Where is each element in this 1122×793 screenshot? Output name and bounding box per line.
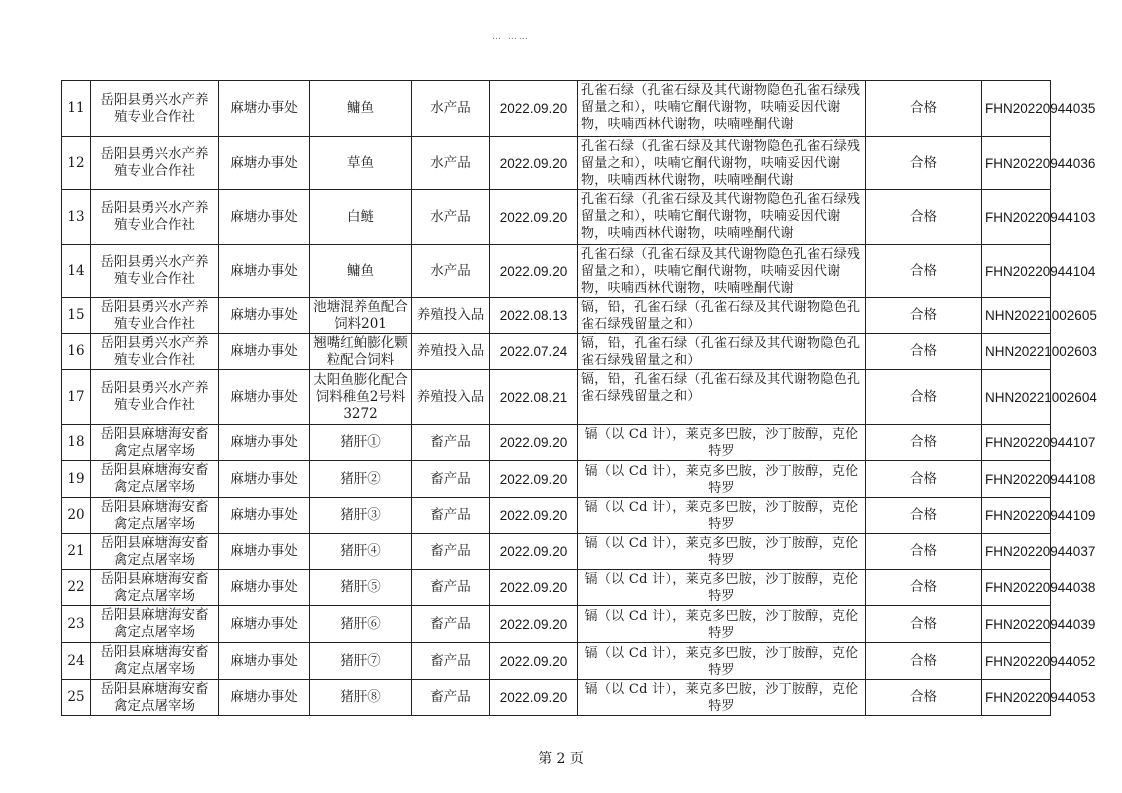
row-number: 18 (62, 425, 91, 461)
inspection-items: 镉（以 Cd 计），莱克多巴胺，沙丁胺醇，克伦特罗 (578, 534, 866, 570)
row-number: 17 (62, 370, 91, 425)
sample-name: 猪肝⑥ (310, 606, 412, 643)
inspection-items: 镉（以 Cd 计），莱克多巴胺，沙丁胺醇，克伦特罗 (578, 606, 866, 643)
inspection-items: 镉（以 Cd 计），莱克多巴胺，沙丁胺醇，克伦特罗 (578, 461, 866, 498)
inspection-result: 合格 (866, 190, 982, 245)
sample-code: FHN20220944053 (982, 680, 1051, 716)
inspection-result: 合格 (866, 298, 982, 334)
sample-category: 畜产品 (412, 534, 490, 570)
inspection-items: 镉，铅，孔雀石绿（孔雀石绿及其代谢物隐色孔雀石绿残留量之和） (578, 370, 866, 425)
sampling-date: 2022.09.20 (490, 570, 578, 606)
inspection-result: 合格 (866, 334, 982, 370)
inspection-result: 合格 (866, 570, 982, 606)
sampling-date: 2022.09.20 (490, 245, 578, 298)
inspection-result: 合格 (866, 245, 982, 298)
sample-name: 猪肝⑧ (310, 680, 412, 716)
sample-code: FHN20220944104 (982, 245, 1051, 298)
row-number: 11 (62, 81, 91, 137)
table-row (62, 498, 1051, 534)
table-body (62, 81, 1097, 716)
inspection-result: 合格 (866, 680, 982, 716)
inspection-result: 合格 (866, 461, 982, 498)
row-number: 22 (62, 570, 91, 606)
township-office: 麻塘办事处 (219, 606, 310, 643)
township-office: 麻塘办事处 (219, 643, 310, 680)
inspected-unit: 岳阳县麻塘海安畜禽定点屠宰场 (91, 425, 219, 461)
inspected-unit: 岳阳县勇兴水产养殖专业合作社 (91, 245, 219, 298)
sampling-date: 2022.08.13 (490, 298, 578, 334)
sample-name: 白鲢 (310, 190, 412, 245)
township-office: 麻塘办事处 (219, 190, 310, 245)
inspection-items-text: 孔雀石绿（孔雀石绿及其代谢物隐色孔雀石绿残留量之和），呋喃它酮代谢物，呋喃妥因代谢物，呋喃西林代谢物，呋喃唑酮代谢 (581, 192, 861, 241)
sample-category: 畜产品 (412, 606, 490, 643)
row-number: 25 (62, 680, 91, 716)
sample-name: 猪肝① (310, 425, 412, 461)
inspected-unit: 岳阳县勇兴水产养殖专业合作社 (91, 81, 219, 137)
sampling-date: 2022.09.20 (490, 81, 578, 137)
inspection-items: 镉（以 Cd 计），莱克多巴胺，沙丁胺醇，克伦特罗 (578, 680, 866, 716)
sample-code: FHN20220944037 (982, 534, 1051, 570)
inspection-items-text: 孔雀石绿（孔雀石绿及其代谢物隐色孔雀石绿残留量之和），呋喃它酮代谢物，呋喃妥因代谢物，呋喃西林代谢物，呋喃唑酮代谢 (581, 247, 861, 296)
scan-artifact: … …… (492, 32, 530, 42)
inspected-unit: 岳阳县麻塘海安畜禽定点屠宰场 (91, 606, 219, 643)
inspected-unit: 岳阳县勇兴水产养殖专业合作社 (91, 334, 219, 370)
township-office: 麻塘办事处 (219, 334, 310, 370)
inspection-result: 合格 (866, 370, 982, 425)
sample-code: FHN20220944035 (982, 81, 1051, 137)
sample-category: 畜产品 (412, 461, 490, 498)
sample-code: FHN20220944039 (982, 606, 1051, 643)
inspected-unit: 岳阳县麻塘海安畜禽定点屠宰场 (91, 643, 219, 680)
sample-category: 养殖投入品 (412, 370, 490, 425)
sample-code: NHN20221002603 (982, 334, 1051, 370)
inspected-unit: 岳阳县勇兴水产养殖专业合作社 (91, 190, 219, 245)
sample-code: FHN20220944107 (982, 425, 1051, 461)
table-row (62, 570, 1051, 606)
inspected-unit: 岳阳县勇兴水产养殖专业合作社 (91, 370, 219, 425)
table-row (62, 298, 1051, 334)
township-office: 麻塘办事处 (219, 370, 310, 425)
row-number: 13 (62, 190, 91, 245)
inspection-result: 合格 (866, 643, 982, 680)
row-number: 14 (62, 245, 91, 298)
sample-category: 畜产品 (412, 643, 490, 680)
sample-code: FHN20220944052 (982, 643, 1051, 680)
inspection-items: 镉（以 Cd 计），莱克多巴胺，沙丁胺醇，克伦特罗 (578, 643, 866, 680)
sampling-date: 2022.09.20 (490, 680, 578, 716)
sample-category: 养殖投入品 (412, 334, 490, 370)
inspection-results-table (61, 80, 1097, 716)
inspection-items (578, 190, 866, 245)
sample-name: 猪肝⑦ (310, 643, 412, 680)
table-row (62, 370, 1051, 425)
table-row (62, 245, 1051, 298)
row-number: 20 (62, 498, 91, 534)
row-number: 21 (62, 534, 91, 570)
row-number: 12 (62, 137, 91, 190)
inspected-unit: 岳阳县勇兴水产养殖专业合作社 (91, 298, 219, 334)
inspection-items: 镉（以 Cd 计），莱克多巴胺，沙丁胺醇，克伦特罗 (578, 570, 866, 606)
table-row (62, 425, 1051, 461)
sampling-date: 2022.09.20 (490, 534, 578, 570)
sample-name: 猪肝③ (310, 498, 412, 534)
inspection-items (578, 245, 866, 298)
table-row (62, 81, 1051, 137)
sample-code: FHN20220944103 (982, 190, 1051, 245)
township-office: 麻塘办事处 (219, 570, 310, 606)
township-office: 麻塘办事处 (219, 680, 310, 716)
township-office: 麻塘办事处 (219, 245, 310, 298)
inspection-result: 合格 (866, 81, 982, 137)
inspection-result: 合格 (866, 498, 982, 534)
inspection-result: 合格 (866, 137, 982, 190)
row-number: 24 (62, 643, 91, 680)
sample-category: 水产品 (412, 81, 490, 137)
sample-code: FHN20220944108 (982, 461, 1051, 498)
table-row (62, 606, 1051, 643)
sampling-date: 2022.08.21 (490, 370, 578, 425)
inspection-items: 镉（以 Cd 计），莱克多巴胺，沙丁胺醇，克伦特罗 (578, 498, 866, 534)
sample-code: FHN20220944109 (982, 498, 1051, 534)
inspection-items: 镉（以 Cd 计），莱克多巴胺，沙丁胺醇，克伦特罗 (578, 425, 866, 461)
sample-category: 畜产品 (412, 498, 490, 534)
table-row (62, 137, 1051, 190)
inspection-items: 镉，铅，孔雀石绿（孔雀石绿及其代谢物隐色孔雀石绿残留量之和） (578, 334, 866, 370)
table-row (62, 534, 1051, 570)
inspected-unit: 岳阳县麻塘海安畜禽定点屠宰场 (91, 498, 219, 534)
township-office: 麻塘办事处 (219, 425, 310, 461)
sample-name: 猪肝⑤ (310, 570, 412, 606)
sample-name: 鳙鱼 (310, 81, 412, 137)
inspection-items (578, 81, 866, 137)
inspection-items-text: 孔雀石绿（孔雀石绿及其代谢物隐色孔雀石绿残留量之和），呋喃它酮代谢物，呋喃妥因代谢物，呋喃西林代谢物，呋喃唑酮代谢 (581, 83, 861, 132)
sample-name: 草鱼 (310, 137, 412, 190)
township-office: 麻塘办事处 (219, 461, 310, 498)
inspection-items-text: 孔雀石绿（孔雀石绿及其代谢物隐色孔雀石绿残留量之和），呋喃它酮代谢物，呋喃妥因代谢物，呋喃西林代谢物，呋喃唑酮代谢 (581, 139, 861, 188)
inspection-result: 合格 (866, 425, 982, 461)
sample-code: NHN20221002605 (982, 298, 1051, 334)
inspected-unit: 岳阳县麻塘海安畜禽定点屠宰场 (91, 570, 219, 606)
row-number: 23 (62, 606, 91, 643)
row-number: 15 (62, 298, 91, 334)
sample-name: 太阳鱼膨化配合饲料稚鱼2号料3272 (310, 370, 412, 425)
sample-category: 畜产品 (412, 680, 490, 716)
page-number: 第 2 页 (538, 751, 584, 767)
sample-category: 畜产品 (412, 570, 490, 606)
row-number: 16 (62, 334, 91, 370)
inspected-unit: 岳阳县麻塘海安畜禽定点屠宰场 (91, 680, 219, 716)
sample-name: 翘嘴红鲌膨化颗粒配合饲料 (310, 334, 412, 370)
sampling-date: 2022.09.20 (490, 425, 578, 461)
sample-category: 养殖投入品 (412, 298, 490, 334)
inspected-unit: 岳阳县麻塘海安畜禽定点屠宰场 (91, 534, 219, 570)
inspection-items: 镉，铅，孔雀石绿（孔雀石绿及其代谢物隐色孔雀石绿残留量之和） (578, 298, 866, 334)
inspection-items (578, 137, 866, 190)
township-office: 麻塘办事处 (219, 81, 310, 137)
sampling-date: 2022.09.20 (490, 643, 578, 680)
township-office: 麻塘办事处 (219, 137, 310, 190)
table-row (62, 680, 1051, 716)
inspected-unit: 岳阳县麻塘海安畜禽定点屠宰场 (91, 461, 219, 498)
sampling-date: 2022.09.20 (490, 190, 578, 245)
sample-category: 水产品 (412, 245, 490, 298)
sample-code: NHN20221002604 (982, 370, 1051, 425)
row-number: 19 (62, 461, 91, 498)
sampling-date: 2022.09.20 (490, 498, 578, 534)
sample-name: 池塘混养鱼配合饲料201 (310, 298, 412, 334)
township-office: 麻塘办事处 (219, 298, 310, 334)
table-row (62, 190, 1051, 245)
sample-category: 水产品 (412, 137, 490, 190)
sample-category: 水产品 (412, 190, 490, 245)
inspected-unit: 岳阳县勇兴水产养殖专业合作社 (91, 137, 219, 190)
sample-name: 鳙鱼 (310, 245, 412, 298)
sample-category: 畜产品 (412, 425, 490, 461)
township-office: 麻塘办事处 (219, 498, 310, 534)
table-row (62, 334, 1051, 370)
sampling-date: 2022.07.24 (490, 334, 578, 370)
sample-code: FHN20220944038 (982, 570, 1051, 606)
sampling-date: 2022.09.20 (490, 137, 578, 190)
township-office: 麻塘办事处 (219, 534, 310, 570)
sampling-date: 2022.09.20 (490, 461, 578, 498)
inspection-result: 合格 (866, 606, 982, 643)
inspection-result: 合格 (866, 534, 982, 570)
sample-name: 猪肝④ (310, 534, 412, 570)
sampling-date: 2022.09.20 (490, 606, 578, 643)
sample-code: FHN20220944036 (982, 137, 1051, 190)
table-row (62, 643, 1051, 680)
sample-name: 猪肝② (310, 461, 412, 498)
table-row (62, 461, 1051, 498)
